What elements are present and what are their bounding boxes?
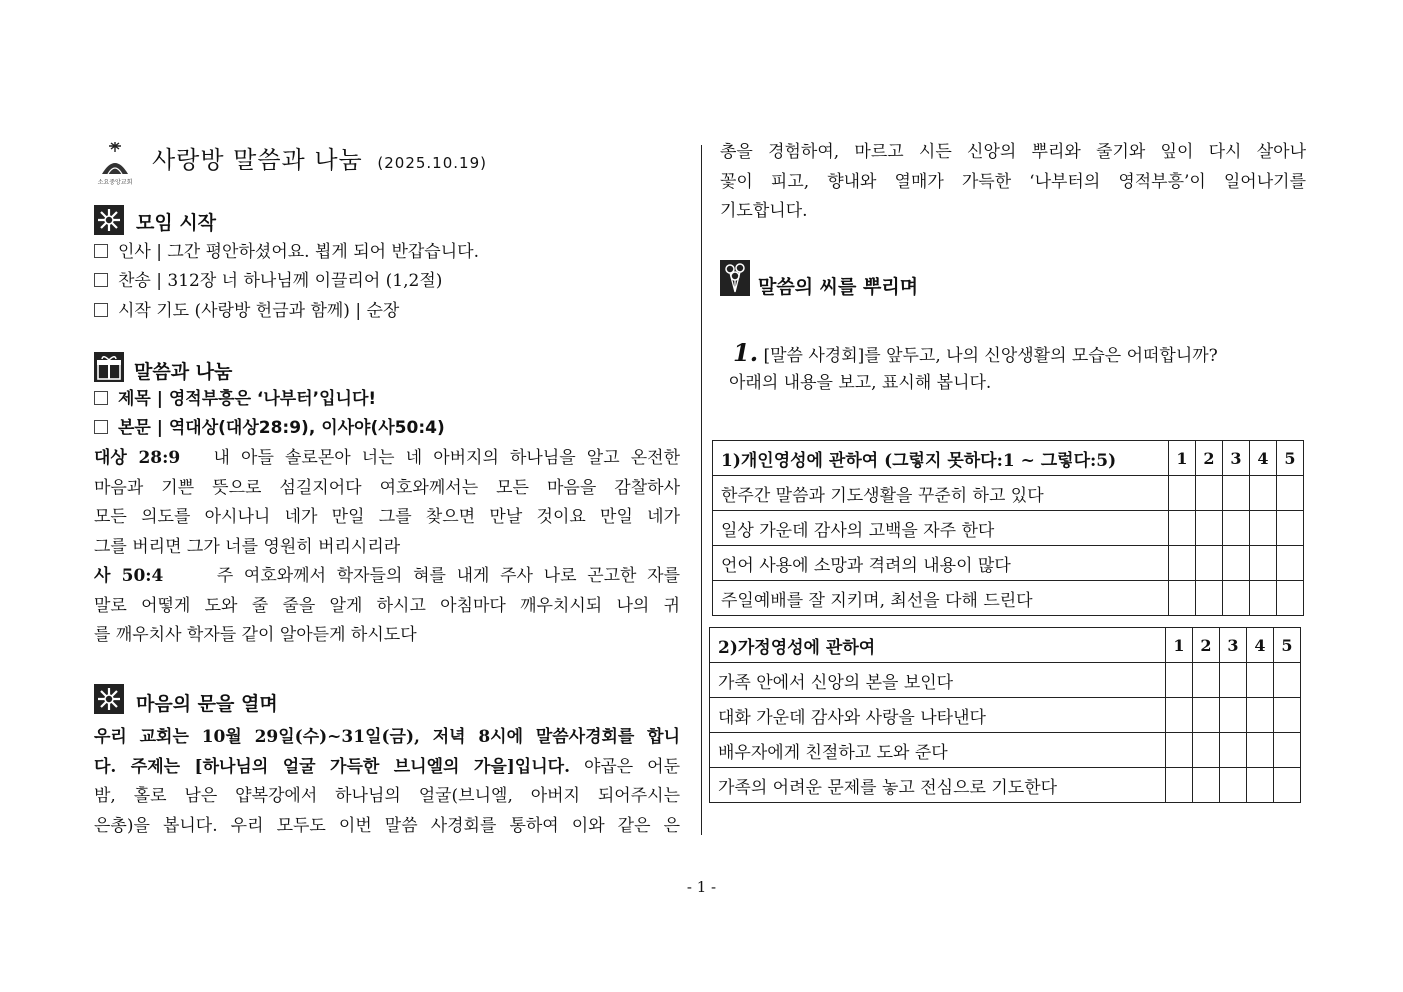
table-title: 1)개인영성에 관하여 (그렇지 못하다:1 ~ 그렇다:5) — [713, 441, 1169, 476]
column-divider — [701, 145, 702, 835]
page-title — [152, 140, 487, 175]
rating-cell[interactable] — [1220, 768, 1247, 803]
table-title: 2)가정영성에 관하여 — [710, 628, 1166, 663]
rating-cell[interactable] — [1169, 476, 1196, 511]
question-text: [말씀 사경회]를 앞두고, 나의 신앙생활의 모습은 어떠합니까? — [763, 346, 1218, 366]
rating-cell[interactable] — [1193, 698, 1220, 733]
rating-cell[interactable] — [1193, 768, 1220, 803]
rating-cell[interactable] — [1250, 546, 1277, 581]
rating-cell[interactable] — [1166, 768, 1193, 803]
rating-cell[interactable] — [1223, 581, 1250, 616]
rating-cell[interactable] — [1220, 663, 1247, 698]
page-number: - 1 - — [686, 878, 717, 896]
rating-cell[interactable] — [1193, 663, 1220, 698]
gift-icon — [94, 352, 124, 382]
rating-cell[interactable] — [1247, 733, 1274, 768]
list-item: 본문 | 역대상(대상28:9), 이사야(사50:4) — [94, 414, 445, 443]
table-header-row: 2)가정영성에 관하여 1 2 3 4 5 — [710, 628, 1301, 663]
survey-table-family — [709, 627, 1301, 803]
rating-cell[interactable] — [1166, 733, 1193, 768]
table-row: 가족 안에서 신앙의 본을 보인다 — [710, 663, 1301, 698]
title-date: (2025.10.19) — [377, 154, 487, 172]
list-item: 인사 | 그간 평안하셨어요. 뵙게 되어 반갑습니다. — [94, 238, 479, 267]
table-row: 일상 가운데 감사의 고백을 자주 한다 — [713, 511, 1304, 546]
rating-cell[interactable] — [1193, 733, 1220, 768]
rating-cell[interactable] — [1169, 581, 1196, 616]
verse-ref: 대상 28:9 — [94, 448, 181, 468]
rating-cell[interactable] — [1169, 511, 1196, 546]
table-row: 한주간 말씀과 기도생활을 꾸준히 하고 있다 — [713, 476, 1304, 511]
section-heading: 말씀과 나눔 — [134, 361, 233, 383]
section-heading: 말씀의 씨를 뿌리며 — [758, 276, 919, 298]
list-item: 제목 | 영적부흥은 ‘나부터’입니다! — [94, 385, 376, 414]
flower-icon — [94, 205, 124, 235]
rating-cell[interactable] — [1223, 546, 1250, 581]
table-row: 가족의 어려운 문제를 놓고 전심으로 기도한다 — [710, 768, 1301, 803]
logo-text: 소요중앙교회 — [97, 179, 133, 186]
rating-cell[interactable] — [1274, 733, 1301, 768]
rating-cell[interactable] — [1277, 476, 1304, 511]
rating-cell[interactable] — [1277, 511, 1304, 546]
rating-cell[interactable] — [1196, 476, 1223, 511]
rating-cell[interactable] — [1274, 768, 1301, 803]
verse-2: 사 50:4 주 여호와께서 학자들의 혀를 내게 주사 나로 곤고한 자를 말로 어떻게 도와 줄 줄을 알게 하시고 아침마다 깨우치시되 나의 귀 를 깨우치사 학자들 같이 알아듣게 하시도다 — [94, 566, 680, 645]
list-item: 시작 기도 (사랑방 헌금과 함께) | 순장 — [94, 297, 399, 326]
church-logo-icon — [94, 138, 136, 186]
checkbox[interactable] — [94, 420, 108, 434]
verse-ref: 사 50:4 — [94, 566, 164, 586]
table-row: 대화 가운데 감사와 사랑을 나타낸다 — [710, 698, 1301, 733]
rating-cell[interactable] — [1196, 581, 1223, 616]
announcement: 우리 교회는 10월 29일(수)~31일(금), 저녁 8시에 말씀사경회를 합니 다. 주제는 [하나님의 얼굴 가득한 브니엘의 가을]입니다. 야곱은 어둔 밤, 홀로 남은 얍복강에서 하나님의 얼굴(브니엘, 아버지 되어주시는 은총)을 봅니다. 우리 모두도 이번 말씀 사경회를 통하여 이와 같은 은 — [94, 727, 681, 836]
rating-cell[interactable] — [1247, 768, 1274, 803]
rating-cell[interactable] — [1250, 511, 1277, 546]
rating-cell[interactable] — [1250, 581, 1277, 616]
continued-text: 총을 경험하여, 마르고 시든 신앙의 뿌리와 줄기와 잎이 다시 살아나 꽃이 피고, 향내와 열매가 가득한 ‘나부터의 영적부흥’이 일어나기를 기도합니다. — [720, 142, 1306, 221]
list-item: 찬송 | 312장 너 하나님께 이끌리어 (1,2절) — [94, 267, 442, 296]
rating-cell[interactable] — [1277, 546, 1304, 581]
checkbox[interactable] — [94, 244, 108, 258]
checkbox[interactable] — [94, 303, 108, 317]
rating-cell[interactable] — [1220, 733, 1247, 768]
rating-cell[interactable] — [1196, 546, 1223, 581]
rating-cell[interactable] — [1274, 698, 1301, 733]
question — [733, 338, 1218, 371]
rating-cell[interactable] — [1166, 698, 1193, 733]
flower-icon — [94, 684, 124, 714]
rating-cell[interactable] — [1223, 511, 1250, 546]
table-row: 주일예배를 잘 지키며, 최선을 다해 드린다 — [713, 581, 1304, 616]
question-sub: 아래의 내용을 보고, 표시해 봅니다. — [729, 373, 992, 393]
table-header-row: 1)개인영성에 관하여 (그렇지 못하다:1 ~ 그렇다:5) 1 2 3 4 5 — [713, 441, 1304, 476]
church-logo — [94, 138, 136, 186]
table-row: 배우자에게 친절하고 도와 준다 — [710, 733, 1301, 768]
question-number: 1. — [733, 338, 759, 367]
rating-cell[interactable] — [1166, 663, 1193, 698]
verse-1: 대상 28:9 내 아들 솔로몬아 너는 네 아버지의 하나님을 알고 온전한 마음과 기쁜 뜻으로 섬길지어다 여호와께서는 모든 마음을 감찰하사 모든 의도를 아시나니 네가 만일 그를 찾으면 만날 것이요 만일 네가 그를 버리면 그가 너를 영원히 버리시리라 — [94, 448, 680, 557]
rating-cell[interactable] — [1169, 546, 1196, 581]
survey-table-personal — [712, 440, 1304, 616]
rating-cell[interactable] — [1247, 698, 1274, 733]
rating-cell[interactable] — [1223, 476, 1250, 511]
table-row: 언어 사용에 소망과 격려의 내용이 많다 — [713, 546, 1304, 581]
section-heading: 마음의 문을 열며 — [136, 693, 278, 715]
rating-cell[interactable] — [1196, 511, 1223, 546]
rating-cell[interactable] — [1247, 663, 1274, 698]
checkbox[interactable] — [94, 391, 108, 405]
flowers-icon — [720, 260, 750, 296]
title-text: 사랑방 말씀과 나눔 — [152, 146, 363, 174]
rating-cell[interactable] — [1277, 581, 1304, 616]
checkbox[interactable] — [94, 273, 108, 287]
rating-cell[interactable] — [1274, 663, 1301, 698]
section-heading: 모임 시작 — [136, 212, 217, 234]
rating-cell[interactable] — [1250, 476, 1277, 511]
rating-cell[interactable] — [1220, 698, 1247, 733]
